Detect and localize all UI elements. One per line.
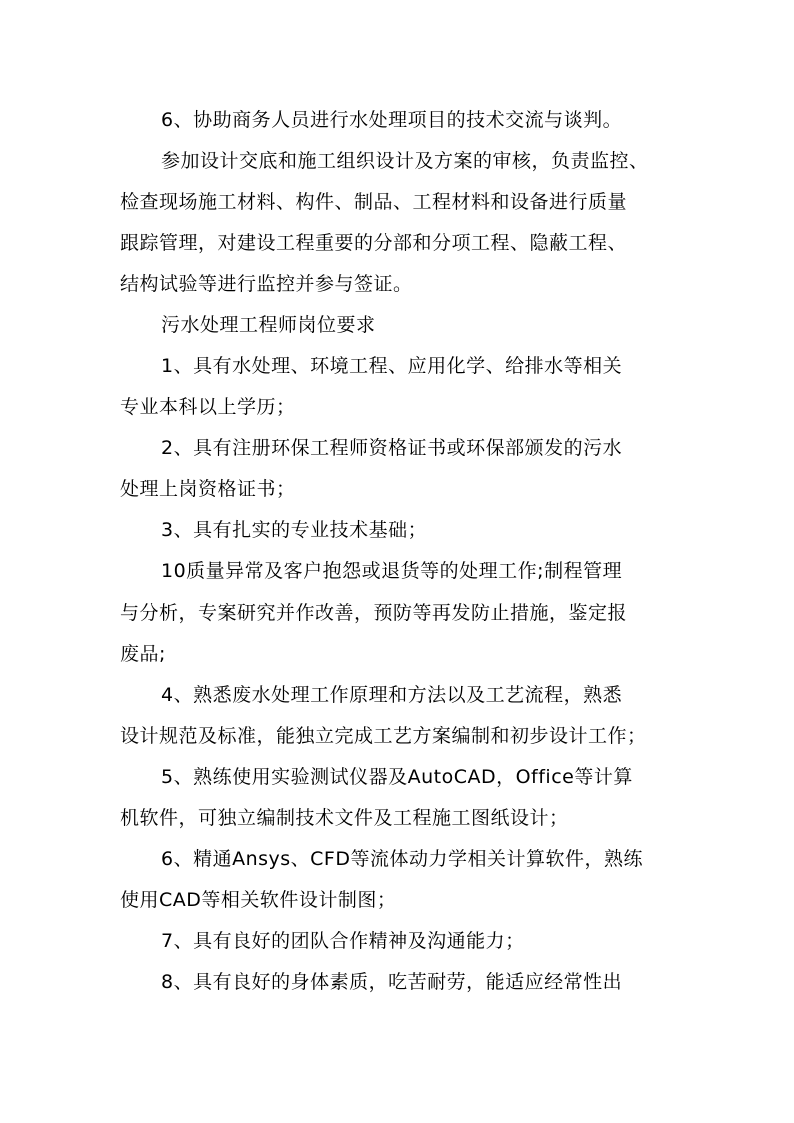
text-line-15: 4、熟悉废水处理工作原理和方法以及工艺流程，熟悉 (161, 684, 623, 706)
text-line-5: 结构试验等进行监控并参与签证。 (120, 273, 413, 295)
text-line-19: 6、精通Ansys、CFD等流体动力学相关计算软件，熟练 (161, 848, 643, 870)
text-line-22: 8、具有良好的身体素质，吃苦耐劳，能适应经常性出 (161, 971, 623, 993)
text-line-10: 处理上岗资格证书； (120, 478, 296, 500)
section-heading: 污水处理工程师岗位要求 (161, 314, 376, 336)
text-line-13: 与分析，专案研究并作改善，预防等再发防止措施，鉴定报 (120, 602, 628, 624)
text-line-4: 跟踪管理，对建设工程重要的分部和分项工程、隐蔽工程、 (120, 232, 628, 254)
text-line-8: 专业本科以上学历； (120, 396, 296, 418)
text-line-18: 机软件，可独立编制技术文件及工程施工图纸设计； (120, 807, 569, 829)
text-line-20: 使用CAD等相关软件设计制图； (120, 889, 397, 911)
text-line-1: 6、协助商务人员进行水处理项目的技术交流与谈判。 (161, 109, 623, 131)
text-line-14: 废品; (120, 643, 166, 665)
text-line-21: 7、具有良好的团队合作精神及沟通能力； (161, 930, 525, 952)
text-line-7: 1、具有水处理、环境工程、应用化学、给排水等相关 (161, 355, 623, 377)
text-line-2: 参加设计交底和施工组织设计及方案的审核，负责监控、 (161, 150, 649, 172)
text-line-16: 设计规范及标准，能独立完成工艺方案编制和初步设计工作； (120, 725, 647, 747)
text-line-12: 10质量异常及客户抱怨或退货等的处理工作;制程管理 (161, 560, 623, 582)
text-line-3: 检查现场施工材料、构件、制品、工程材料和设备进行质量 (120, 191, 628, 213)
text-line-17: 5、熟练使用实验测试仪器及AutoCAD，Office等计算 (161, 766, 633, 788)
text-line-9: 2、具有注册环保工程师资格证书或环保部颁发的污水 (161, 437, 623, 459)
text-line-11: 3、具有扎实的专业技术基础； (161, 519, 428, 541)
